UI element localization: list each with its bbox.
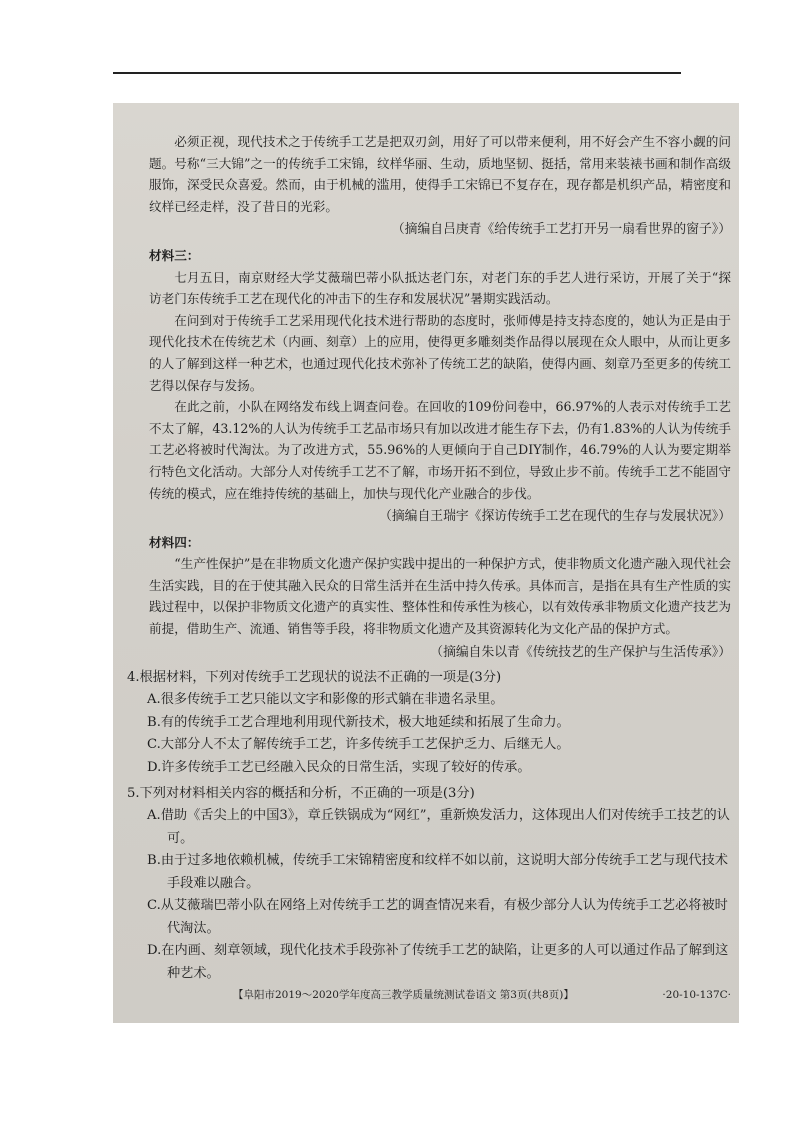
scanned-exam-page <box>113 103 739 1023</box>
material-3-heading: 材料三： <box>149 247 200 263</box>
question-5-option-c: C.从艾薇瑞巴蒂小队在网络上对传统手工艺的调查情况来看，有极少部分人认为传统手工艺必将被时代淘汰。 <box>147 898 728 936</box>
footer-exam-info: 【阜阳市2019～2020学年度高三教学质量统测试卷语文 第3页(共8页)】 <box>233 989 574 1002</box>
footer-code: ·20-10-137C· <box>662 989 731 1002</box>
material-3-paragraph-3: 在此之前，小队在网络发布线上调查问卷。在回收的109份问卷中，66.97%的人表示对传统手工艺不太了解，43.12%的人认为传统手工艺品市场只有加以改进才能生存下去，仍有1.83%的人认为传统手工艺必将被时代淘汰。为了改进方式，55.96%的人更倾向于自己DIY制作，46.79%的人认为要定期举行特色文化活动。大部分人对传统手工艺不了解，市场开拓不到位，导致止步不前。传统手工艺不能固守传统的模式，应在维持传统的基础上，加快与现代化产业融合的步伐。 <box>149 399 731 501</box>
material-4-heading: 材料四： <box>149 534 200 550</box>
paragraph-song-brocade: 必须正视，现代技术之于传统手工艺是把双刃剑，用好了可以带来便利，用不好会产生不容小觑的问题。号称“三大锦”之一的传统手工宋锦，纹样华丽、生动，质地坚韧、挺括，常用来装裱书画和制作高级服饰，深受民众喜爱。然而，由于机械的滥用，使得手工宋锦已不复存在，现存都是机织产品，精密度和纹样已经走样，没了昔日的光彩。 <box>149 134 731 214</box>
source-citation-4: （摘编自朱以青《传统技艺的生产保护与生活传承》） <box>430 644 731 660</box>
question-4-option-d: D.许多传统手工艺已经融入民众的日常生活，实现了较好的传承。 <box>147 759 531 775</box>
source-citation-3: （摘编自王瑞宇《探访传统手工艺在现代的生存与发展状况》） <box>379 509 731 525</box>
question-4-option-a: A.很多传统手工艺只能以文字和影像的形式躺在非遗名录里。 <box>147 692 504 708</box>
question-5-option-b: B.由于过多地依赖机械，传统手工宋锦精密度和纹样不如以前，这说明大部分传统手工艺与现代技术手段难以融合。 <box>147 853 728 891</box>
question-4: 4.根据材料，下列对传统手工艺现状的说法不正确的一项是(3分) <box>127 670 502 686</box>
question-5-option-d: D.在内画、刻章领域，现代化技术手段弥补了传统手工艺的缺陷，让更多的人可以通过作品了解到这种艺术。 <box>147 943 729 981</box>
material-3-paragraph-1: 七月五日，南京财经大学艾薇瑞巴蒂小队抵达老门东，对老门东的手艺人进行采访，开展了关于“探访老门东传统手工艺在现代化的冲击下的生存和发展状况”暑期实践活动。 <box>149 269 731 307</box>
source-citation-1: （摘编自吕庚青《给传统手工艺打开另一扇看世界的窗子》） <box>391 222 731 238</box>
page-footer <box>113 985 731 1007</box>
question-5-option-a: A.借助《舌尖上的中国3》，章丘铁锅成为“网红”，重新焕发活力，这体现出人们对传统手工技艺的认可。 <box>147 808 730 846</box>
top-rule <box>113 72 681 74</box>
question-4-option-b: B.有的传统手工艺合理地利用现代新技术，极大地延续和拓展了生命力。 <box>147 714 570 730</box>
question-4-option-c: C.大部分人不太了解传统手工艺，许多传统手工艺保护乏力、后继无人。 <box>147 737 570 753</box>
question-5: 5.下列对材料相关内容的概括和分析，不正确的一项是(3分) <box>127 786 475 802</box>
material-4-paragraph-1: “生产性保护”是在非物质文化遗产保护实践中提出的一种保护方式，使非物质文化遗产融入现代社会生活实践，目的在于使其融入民众的日常生活并在生活中持久传承。具体而言，是指在具有生产性质的实践过程中，以保护非物质文化遗产的真实性、整体性和传承性为核心，以有效传承非物质文化遗产技艺为前提，借助生产、流通、销售等手段，将非物质文化遗产及其资源转化为文化产品的保护方式。 <box>149 556 731 637</box>
material-3-paragraph-2: 在问到对于传统手工艺采用现代化技术进行帮助的态度时，张师傅是持支持态度的，她认为正是由于现代化技术在传统艺术（内画、刻章）上的应用，使得更多雕刻类作品得以展现在众人眼中，从而让更多的人了解到这样一种艺术，也通过现代化技术弥补了传统工艺的缺陷，使得内画、刻章乃至更多的传统工艺得以保存与发扬。 <box>149 312 731 393</box>
